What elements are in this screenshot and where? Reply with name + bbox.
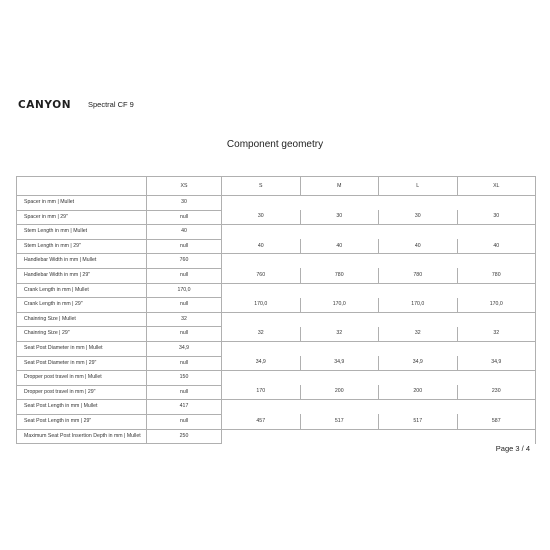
value-cell: 40	[300, 239, 379, 254]
value-cell	[222, 371, 301, 386]
row-label: Maximum Seat Post Insertion Depth in mm | Mullet	[17, 429, 147, 444]
value-cell: 417	[147, 400, 222, 415]
value-cell: 170,0	[147, 283, 222, 298]
row-label: Dropper post travel in mm | Mullet	[17, 371, 147, 386]
header-cell: XS	[147, 177, 222, 196]
row-label: Chainring Size | Mullet	[17, 312, 147, 327]
value-cell: null	[147, 239, 222, 254]
value-cell	[222, 196, 301, 211]
value-cell: 587	[457, 414, 536, 429]
value-cell: 30	[222, 210, 301, 225]
row-label: Spacer in mm | 29"	[17, 210, 147, 225]
value-cell: 34,9	[379, 356, 458, 371]
value-cell	[379, 283, 458, 298]
header-cell: L	[379, 177, 458, 196]
value-cell: null	[147, 298, 222, 313]
value-cell	[222, 400, 301, 415]
value-cell: 150	[147, 371, 222, 386]
row-label: Seat Post Diameter in mm | Mullet	[17, 341, 147, 356]
value-cell: null	[147, 414, 222, 429]
value-cell	[457, 312, 536, 327]
value-cell: 170,0	[300, 298, 379, 313]
table-body	[17, 196, 536, 444]
value-cell	[300, 225, 379, 240]
header-cell: XL	[457, 177, 536, 196]
value-cell	[379, 254, 458, 269]
row-label: Stem Length in mm | Mullet	[17, 225, 147, 240]
value-cell: 30	[300, 210, 379, 225]
table-row	[17, 268, 536, 283]
value-cell	[379, 429, 458, 444]
value-cell: null	[147, 268, 222, 283]
value-cell	[457, 341, 536, 356]
value-cell	[222, 312, 301, 327]
value-cell	[379, 225, 458, 240]
table-header-row	[17, 177, 536, 196]
value-cell	[457, 196, 536, 211]
value-cell: 32	[379, 327, 458, 342]
page-title: Component geometry	[226, 139, 324, 150]
table-row	[17, 385, 536, 400]
table-row	[17, 239, 536, 254]
value-cell: 170,0	[379, 298, 458, 313]
table-row	[17, 429, 536, 444]
value-cell: 34,9	[300, 356, 379, 371]
page-number: Page 3 / 4	[495, 444, 530, 453]
value-cell	[457, 429, 536, 444]
value-cell	[300, 283, 379, 298]
value-cell	[379, 196, 458, 211]
value-cell: 40	[379, 239, 458, 254]
value-cell	[300, 341, 379, 356]
value-cell: 32	[457, 327, 536, 342]
value-cell	[379, 341, 458, 356]
row-label: Spacer in mm | Mullet	[17, 196, 147, 211]
value-cell: 34,9	[147, 341, 222, 356]
value-cell	[379, 400, 458, 415]
value-cell: 170	[222, 385, 301, 400]
value-cell: null	[147, 327, 222, 342]
value-cell	[379, 371, 458, 386]
value-cell: 30	[457, 210, 536, 225]
table-row	[17, 196, 536, 211]
table-row	[17, 400, 536, 415]
row-label: Dropper post travel in mm | 29"	[17, 385, 147, 400]
value-cell: 230	[457, 385, 536, 400]
header-cell: S	[222, 177, 301, 196]
value-cell	[300, 254, 379, 269]
table-row	[17, 298, 536, 313]
value-cell: 200	[379, 385, 458, 400]
value-cell	[300, 196, 379, 211]
row-label: Stem Length in mm | 29"	[17, 239, 147, 254]
value-cell: 250	[147, 429, 222, 444]
value-cell	[222, 429, 301, 444]
row-label: Handlebar Width in mm | 29"	[17, 268, 147, 283]
value-cell: 517	[379, 414, 458, 429]
value-cell: 34,9	[457, 356, 536, 371]
value-cell	[457, 225, 536, 240]
table-row	[17, 225, 536, 240]
value-cell: 760	[222, 268, 301, 283]
value-cell: 30	[147, 196, 222, 211]
header-cell: M	[300, 177, 379, 196]
value-cell: 40	[457, 239, 536, 254]
value-cell	[222, 225, 301, 240]
value-cell: 457	[222, 414, 301, 429]
value-cell	[457, 283, 536, 298]
table-row	[17, 414, 536, 429]
row-label: Seat Post Diameter in mm | 29"	[17, 356, 147, 371]
table-row	[17, 210, 536, 225]
value-cell: 780	[300, 268, 379, 283]
table-row	[17, 283, 536, 298]
value-cell: 32	[147, 312, 222, 327]
value-cell	[457, 254, 536, 269]
value-cell: null	[147, 210, 222, 225]
value-cell: 40	[222, 239, 301, 254]
value-cell: 40	[147, 225, 222, 240]
value-cell	[300, 371, 379, 386]
value-cell	[222, 341, 301, 356]
row-label: Crank Length in mm | 29"	[17, 298, 147, 313]
value-cell	[379, 312, 458, 327]
header-cell	[17, 177, 147, 196]
row-label: Seat Post Length in mm | Mullet	[17, 400, 147, 415]
svg-text:CANYON: CANYON	[18, 99, 72, 111]
row-label: Seat Post Length in mm | 29"	[17, 414, 147, 429]
geometry-table	[16, 176, 536, 444]
value-cell: 170,0	[222, 298, 301, 313]
value-cell: 30	[379, 210, 458, 225]
value-cell	[457, 400, 536, 415]
value-cell	[457, 371, 536, 386]
value-cell	[300, 429, 379, 444]
value-cell	[300, 400, 379, 415]
row-label: Crank Length in mm | Mullet	[17, 283, 147, 298]
value-cell: 200	[300, 385, 379, 400]
row-label: Chainring Size | 29"	[17, 327, 147, 342]
value-cell	[300, 312, 379, 327]
value-cell: 780	[379, 268, 458, 283]
value-cell: 32	[300, 327, 379, 342]
value-cell: null	[147, 385, 222, 400]
model-name: Spectral CF 9	[88, 99, 134, 109]
value-cell	[222, 254, 301, 269]
table-row	[17, 356, 536, 371]
table-row	[17, 371, 536, 386]
value-cell: 170,0	[457, 298, 536, 313]
table-row	[17, 327, 536, 342]
value-cell: null	[147, 356, 222, 371]
value-cell: 760	[147, 254, 222, 269]
row-label: Handlebar Width in mm | Mullet	[17, 254, 147, 269]
document-header	[18, 96, 134, 112]
value-cell: 780	[457, 268, 536, 283]
table-row	[17, 254, 536, 269]
value-cell	[222, 283, 301, 298]
value-cell: 34,9	[222, 356, 301, 371]
value-cell: 32	[222, 327, 301, 342]
value-cell: 517	[300, 414, 379, 429]
table-row	[17, 312, 536, 327]
table-row	[17, 341, 536, 356]
canyon-logo	[18, 97, 76, 111]
